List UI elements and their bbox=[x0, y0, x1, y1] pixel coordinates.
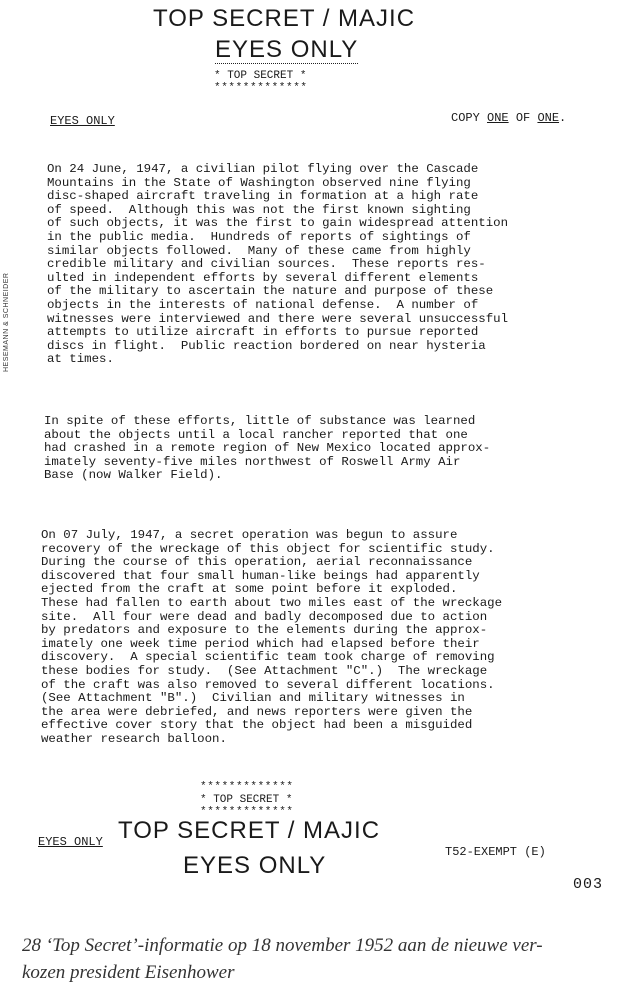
paragraph-2: In spite of these efforts, little of substance was learned about the objects until a local rancher reported that one had crashed in a remote region of New Mexico located approx- imately seventy-five miles northwest of Roswell Army Air Base (now Walker Field). bbox=[44, 414, 491, 483]
copy-notice bbox=[451, 111, 566, 125]
caption-line-1: 28 ‘Top Secret’-informatie op 18 november 1952 aan de nieuwe ver- bbox=[22, 935, 543, 956]
header-top-secret-marking: * TOP SECRET * bbox=[214, 70, 307, 82]
footer-top-secret-marking: * TOP SECRET * bbox=[200, 794, 293, 806]
page-number: 003 bbox=[573, 876, 604, 893]
header-eyes-only bbox=[215, 36, 358, 64]
footer-eyes-only-label: EYES ONLY bbox=[38, 835, 103, 849]
caption-line-2: kozen president Eisenhower bbox=[22, 962, 235, 983]
footer-eyes-only: EYES ONLY bbox=[183, 852, 327, 879]
eyes-only-label: EYES ONLY bbox=[50, 114, 115, 128]
copy-one-total: ONE bbox=[537, 111, 560, 125]
sidebar-credit: HESEMANN & SCHNEIDER bbox=[3, 272, 10, 372]
paragraph-3: On 07 July, 1947, a secret operation was begun to assure recovery of the wreckage of this object for scientific study. During the course of this operation, aerial reconnaissance discovered that four small human-like beings had apparently ejected from the craft at some point before it exploded. These had fallen to earth about two miles east of the wreckage site. All four were dead and badly decomposed due to action by predators and exposure to the elements during the approx- imately one week time period which had elapsed before their discovery. A special scientific team took charge of removing these bodies for study. (See Attachment "C".) The wreckage of the craft was also removed to several different locations. (See Attachment "B".) Civilian and military witnesses in the area were debriefed, and news reporters were given the effective cover story that the object had been a misguided weather research balloon. bbox=[41, 528, 503, 746]
copy-prefix: COPY bbox=[451, 111, 488, 125]
exempt-code: T52-EXEMPT (E) bbox=[445, 845, 546, 859]
copy-one: ONE bbox=[487, 111, 509, 125]
footer-star-row-top: ************* bbox=[200, 781, 294, 793]
figure-caption bbox=[22, 932, 622, 986]
header-eyes-only-text: EYES ONLY bbox=[215, 36, 359, 63]
footer-classification: TOP SECRET / MAJIC bbox=[118, 817, 381, 844]
copy-end: . bbox=[559, 111, 567, 125]
header-star-row: ************* bbox=[214, 82, 308, 94]
header-classification: TOP SECRET / MAJIC bbox=[153, 5, 416, 32]
footer-star-row-bottom: ************* bbox=[200, 806, 294, 818]
paragraph-1: On 24 June, 1947, a civilian pilot flying over the Cascade Mountains in the State of Washington observed nine flying disc-shaped aircraft traveling in formation at a high rate of speed. Although this was not the first known sighting of such objects, it was the first to gain widespread attention in the public media. Hundreds of reports of sightings of similar objects followed. Many of these came from highly credible military and civilian sources. These reports res- ulted in independent efforts by several different elements of the military to ascertain the nature and purpose of these objects in the interests of national defense. A number of witnesses were interviewed and there were several unsuccessful attempts to utilize aircraft in efforts to pursue reported discs in flight. Public reaction bordered on near hysteria at times. bbox=[47, 162, 509, 367]
copy-of: OF bbox=[508, 111, 538, 125]
